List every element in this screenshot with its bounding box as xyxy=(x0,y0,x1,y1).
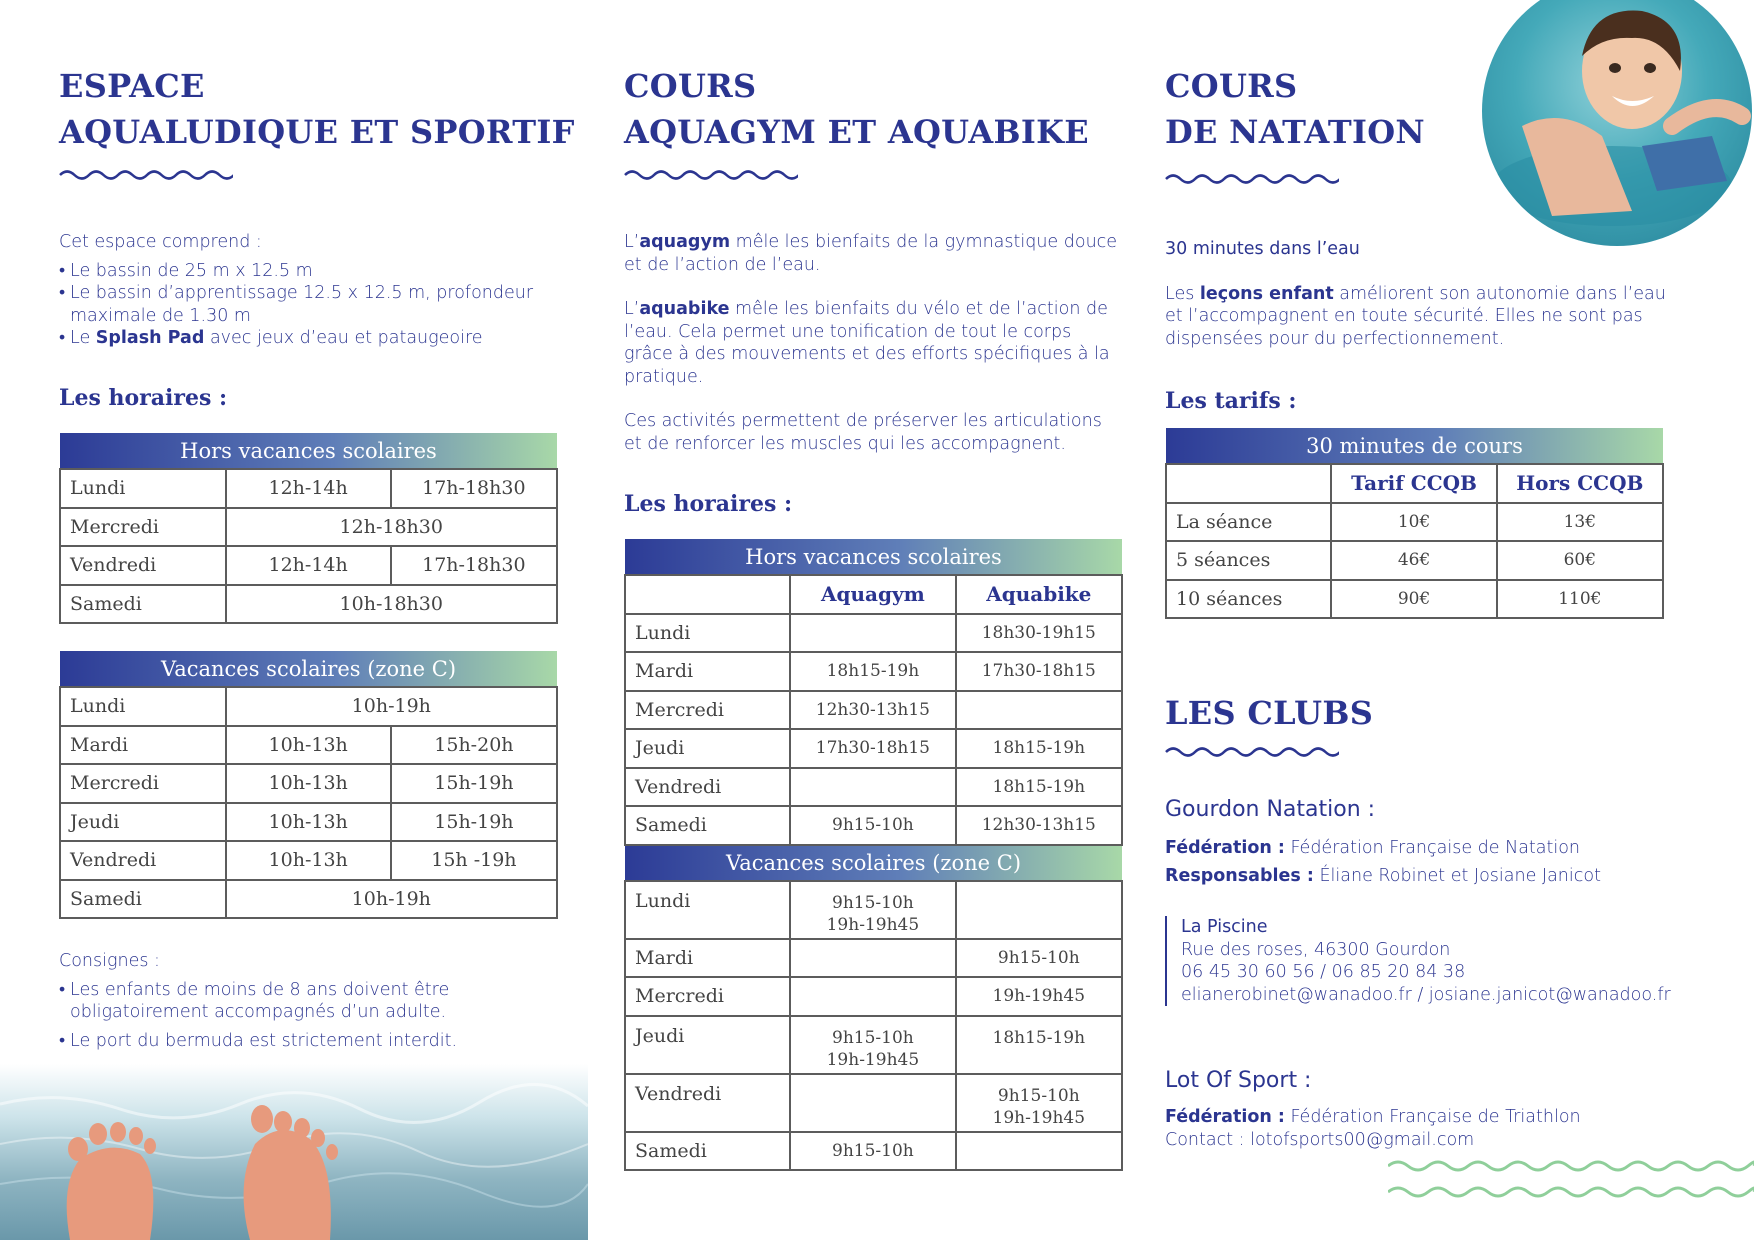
club-lotofsport-info xyxy=(1165,1106,1705,1151)
table-row xyxy=(1166,580,1663,619)
time-cell xyxy=(790,1074,955,1132)
time-cell xyxy=(790,768,955,807)
day-cell: Lundi xyxy=(60,687,226,726)
horaires-heading: Les horaires : xyxy=(59,385,228,411)
time-cell: 12h-18h30 xyxy=(226,508,557,547)
wave-divider-icon xyxy=(1165,172,1339,186)
table-header: Vacances scolaires (zone C) xyxy=(60,651,557,687)
natation-description xyxy=(1165,238,1685,350)
time-cell: 10h-13h xyxy=(226,841,391,880)
time-cell xyxy=(956,881,1122,939)
time-cell: 17h-18h30 xyxy=(391,469,557,508)
title-aquagym: COURS AQUAGYM ET AQUABIKE xyxy=(624,67,1089,151)
day-cell: Vendredi xyxy=(625,768,790,807)
table-header: 30 minutes de cours xyxy=(1166,428,1663,464)
wave-divider-icon xyxy=(1165,745,1339,759)
consignes-label: Consignes : xyxy=(59,951,160,971)
federation-line: Fédération : Fédération Française de Natation xyxy=(1165,838,1581,858)
day-cell: Lundi xyxy=(60,469,226,508)
list-item: • Le bassin de 25 m x 12.5 m xyxy=(59,260,539,283)
time-cell: 10h-19h xyxy=(226,880,557,919)
day-cell: Mardi xyxy=(625,652,790,691)
day-cell: Vendredi xyxy=(60,841,226,880)
table-row xyxy=(625,806,1122,845)
time-cell: 15h-19h xyxy=(391,803,557,842)
day-cell: Jeudi xyxy=(60,803,226,842)
schedule-table-aquagym xyxy=(624,539,1123,1171)
time-cell: 17h-18h30 xyxy=(391,546,557,585)
club-gourdon-contact xyxy=(1165,916,1671,1006)
day-cell: Samedi xyxy=(60,585,226,624)
table-header: Hors vacances scolaires xyxy=(625,539,1122,575)
table-row xyxy=(60,508,557,547)
day-cell: Mercredi xyxy=(625,977,790,1016)
table-row xyxy=(625,939,1122,978)
tarifs-table xyxy=(1165,428,1664,619)
title-espace: ESPACE AQUALUDIQUE ET SPORTIF xyxy=(59,67,575,151)
table-row xyxy=(625,881,1122,939)
time-cell: 9h15-10h 19h-19h45 xyxy=(956,1074,1122,1132)
feet-in-water-photo xyxy=(0,1064,588,1240)
time-cell: 12h-14h xyxy=(226,469,391,508)
table-row xyxy=(625,729,1122,768)
list-item: • Les enfants de moins de 8 ans doivent être obligatoirement accompagnés d’un adulte. xyxy=(59,979,519,1024)
table-row xyxy=(1166,503,1663,542)
day-cell: Samedi xyxy=(625,806,790,845)
label-cell: 10 séances xyxy=(1166,580,1331,619)
column-header: Tarif CCQB xyxy=(1331,464,1496,503)
price-cell: 46€ xyxy=(1331,541,1496,580)
time-cell xyxy=(956,1132,1122,1171)
time-cell: 12h30-13h15 xyxy=(790,691,955,730)
schedule-table-vacances xyxy=(59,651,558,919)
price-cell: 60€ xyxy=(1497,541,1663,580)
empty-cell xyxy=(625,575,790,614)
right-foot-icon xyxy=(244,1105,338,1240)
time-cell xyxy=(790,977,955,1016)
paragraph-benefits: Ces activités permettent de préserver les articulations et de renforcer les muscles qui les accompagnent. xyxy=(624,411,1102,454)
time-cell: 10h-18h30 xyxy=(226,585,557,624)
day-cell: Vendredi xyxy=(60,546,226,585)
paragraph-lecons: Les leçons enfant améliorent son autonomie dans l’eau et l’accompagnent en toute sécurité. Elles ne sont pas dispensées pour du perfectionnement. xyxy=(1165,283,1666,349)
label-cell: La séance xyxy=(1166,503,1331,542)
table-header: Hors vacances scolaires xyxy=(60,433,557,469)
table-row xyxy=(60,880,557,919)
time-cell: 9h15-10h xyxy=(790,1132,955,1171)
table-row xyxy=(60,687,557,726)
table-row xyxy=(625,1132,1122,1171)
time-cell: 19h-19h45 xyxy=(956,977,1122,1016)
time-cell: 18h15-19h xyxy=(956,729,1122,768)
wave-divider-icon xyxy=(59,168,233,182)
time-cell xyxy=(956,691,1122,730)
table-row xyxy=(625,1016,1122,1074)
aquagym-description xyxy=(624,231,1124,455)
list-item: • Le bassin d’apprentissage 12.5 x 12.5 m, profondeur maximale de 1.30 m xyxy=(59,282,539,327)
day-cell: Samedi xyxy=(60,880,226,919)
contact-line[interactable]: Contact : lotofsports00@gmail.com xyxy=(1165,1129,1475,1150)
child-swimming-photo xyxy=(1482,0,1752,246)
time-cell: 10h-19h xyxy=(226,687,557,726)
table-row xyxy=(60,469,557,508)
column-header: Aquagym xyxy=(790,575,955,614)
day-cell: Lundi xyxy=(625,881,790,939)
time-cell: 10h-13h xyxy=(226,726,391,765)
time-cell: 17h30-18h15 xyxy=(790,729,955,768)
intro-text: Cet espace comprend : xyxy=(59,232,262,252)
table-row xyxy=(625,768,1122,807)
table-row xyxy=(1166,541,1663,580)
time-cell: 10h-13h xyxy=(226,803,391,842)
time-cell: 12h-14h xyxy=(226,546,391,585)
table-row xyxy=(60,803,557,842)
time-cell: 17h30-18h15 xyxy=(956,652,1122,691)
time-cell: 18h15-19h xyxy=(790,652,955,691)
table-row xyxy=(60,546,557,585)
empty-cell xyxy=(1166,464,1331,503)
list-item: • Le port du bermuda est strictement interdit. xyxy=(59,1030,519,1053)
title-clubs: LES CLUBS xyxy=(1165,694,1374,732)
day-cell: Mercredi xyxy=(60,764,226,803)
time-cell: 9h15-10h xyxy=(790,806,955,845)
table-row xyxy=(625,652,1122,691)
contact-phone[interactable]: 06 45 30 60 56 / 06 85 20 84 38 xyxy=(1181,962,1466,982)
time-cell: 12h30-13h15 xyxy=(956,806,1122,845)
club-gourdon-info xyxy=(1165,837,1705,887)
table-row xyxy=(60,841,557,880)
price-cell: 10€ xyxy=(1331,503,1496,542)
wave-divider-icon xyxy=(624,168,798,182)
table-row xyxy=(625,977,1122,1016)
day-cell: Mardi xyxy=(60,726,226,765)
time-cell xyxy=(790,614,955,653)
time-cell: 15h-19h xyxy=(391,764,557,803)
time-cell: 10h-13h xyxy=(226,764,391,803)
day-cell: Vendredi xyxy=(625,1074,790,1132)
table-row xyxy=(60,764,557,803)
day-cell: Mardi xyxy=(625,939,790,978)
title-natation: COURS DE NATATION xyxy=(1165,67,1425,151)
time-cell: 15h-20h xyxy=(391,726,557,765)
paragraph-aquagym: L’aquagym mêle les bienfaits de la gymnastique douce et de l’action de l’eau. xyxy=(624,232,1118,275)
day-cell: Samedi xyxy=(625,1132,790,1171)
column-header: Hors CCQB xyxy=(1497,464,1663,503)
time-cell: 18h15-19h xyxy=(956,768,1122,807)
schedule-table-hors-vacances xyxy=(59,433,558,624)
column-header: Aquabike xyxy=(956,575,1122,614)
green-wave-decoration xyxy=(1388,1158,1754,1202)
time-cell xyxy=(790,939,955,978)
day-cell: Jeudi xyxy=(625,1016,790,1074)
federation-line: Fédération : Fédération Française de Triathlon xyxy=(1165,1107,1581,1127)
contact-address: Rue des roses, 46300 Gourdon xyxy=(1181,939,1451,960)
responsables-line: Responsables : Éliane Robinet et Josiane Janicot xyxy=(1165,865,1601,886)
table-row xyxy=(625,614,1122,653)
contact-email[interactable]: elianerobinet@wanadoo.fr / josiane.janicot@wanadoo.fr xyxy=(1181,984,1671,1005)
day-cell: Jeudi xyxy=(625,729,790,768)
table-row xyxy=(625,575,1122,614)
table-row xyxy=(1166,464,1663,503)
label-cell: 5 séances xyxy=(1166,541,1331,580)
table-row xyxy=(625,1074,1122,1132)
time-cell: 9h15-10h xyxy=(956,939,1122,978)
club-lotofsport-title: Lot Of Sport : xyxy=(1165,1068,1312,1093)
time-cell: 15h -19h xyxy=(391,841,557,880)
contact-place: La Piscine xyxy=(1181,917,1268,937)
club-gourdon-title: Gourdon Natation : xyxy=(1165,797,1376,822)
consignes-block xyxy=(59,950,519,1052)
day-cell: Mercredi xyxy=(625,691,790,730)
time-cell: 9h15-10h 19h-19h45 xyxy=(790,1016,955,1074)
paragraph-aquabike: L’aquabike mêle les bienfaits du vélo et de l’action de l’eau. Cela permet une tonification de tout le corps grâce à des mouvements et des efforts spécifiques à la pratique. xyxy=(624,299,1110,387)
horaires-heading: Les horaires : xyxy=(624,491,793,517)
time-cell: 18h15-19h xyxy=(956,1016,1122,1074)
left-foot-icon xyxy=(67,1122,156,1240)
table-header: Vacances scolaires (zone C) xyxy=(625,845,1122,881)
table-row xyxy=(60,585,557,624)
time-cell: 9h15-10h 19h-19h45 xyxy=(790,881,955,939)
table-row xyxy=(625,691,1122,730)
day-cell: Mercredi xyxy=(60,508,226,547)
espace-description xyxy=(59,231,539,350)
price-cell: 110€ xyxy=(1497,580,1663,619)
table-row xyxy=(60,726,557,765)
time-cell: 18h30-19h15 xyxy=(956,614,1122,653)
price-cell: 90€ xyxy=(1331,580,1496,619)
lead-text: 30 minutes dans l’eau xyxy=(1165,239,1360,259)
tarifs-heading: Les tarifs : xyxy=(1165,388,1297,414)
price-cell: 13€ xyxy=(1497,503,1663,542)
day-cell: Lundi xyxy=(625,614,790,653)
list-item: • Le Splash Pad avec jeux d’eau et pataugeoire xyxy=(59,327,539,350)
